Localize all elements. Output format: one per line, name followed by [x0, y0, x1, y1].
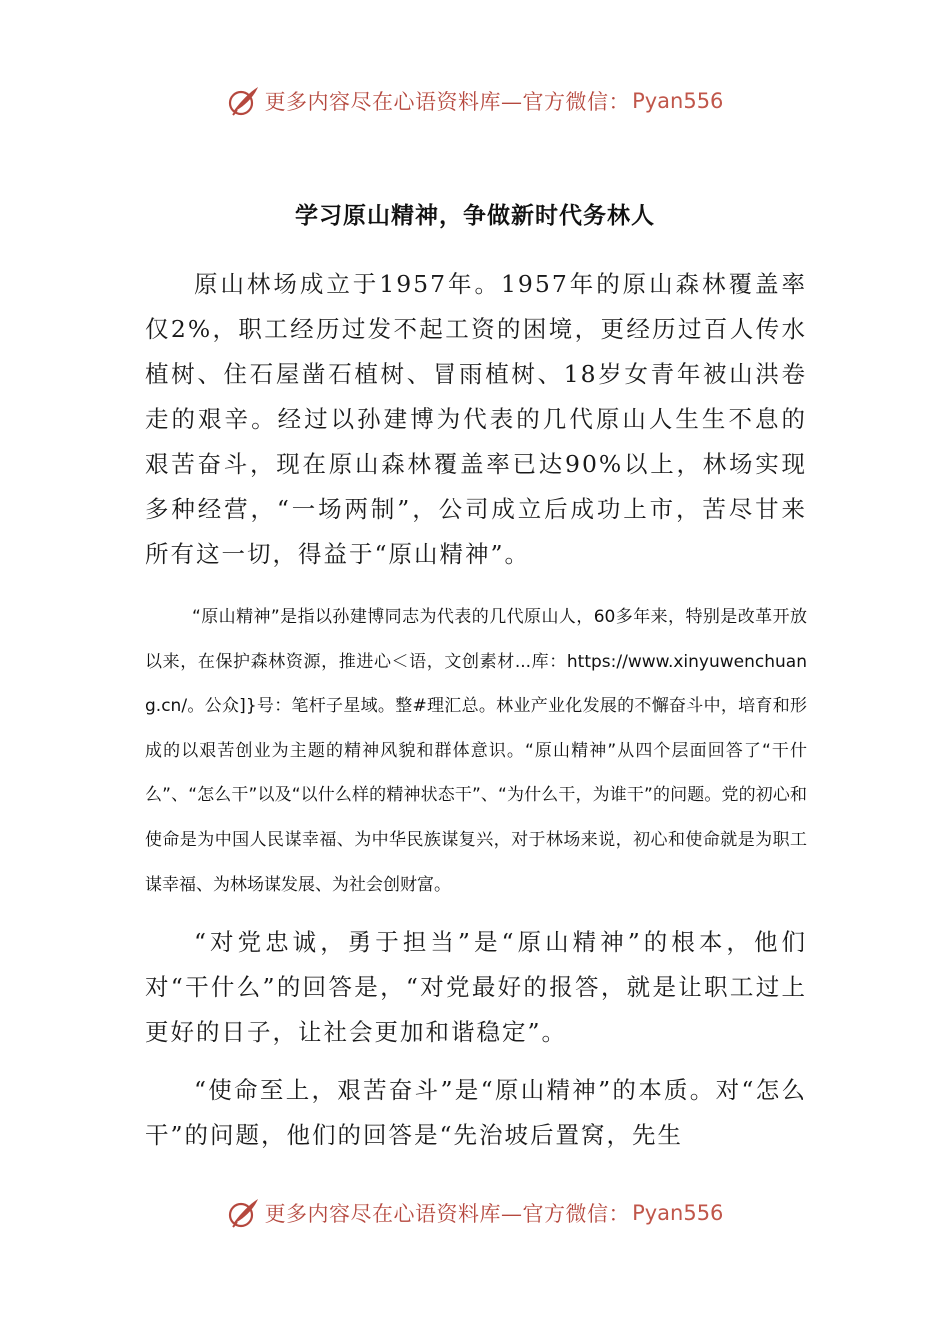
- body-paragraph-4: “使命至上，艰苦奋斗”是“原山精神”的本质。对“怎么干”的问题，他们的回答是“先治坡后置窝，先生: [145, 1076, 807, 1149]
- body-paragraph-1: 原山林场成立于1957年。1957年的原山森林覆盖率仅2%，职工经历过发不起工资的困境，更经历过百人传水植树、住石屋凿石植树、冒雨植树、18岁女青年被山洪卷走的艰辛。经过以孙建博为代表的几代原山人生生不息的艰苦奋斗，现在原山森林覆盖率已达90%以上，林场实现多种经营，“一场两制”，公司成立后成功上市，苦尽甘来所有这一切，得益于“原山精神”。: [145, 270, 807, 568]
- header-watermark: [0, 84, 950, 118]
- quill-pen-logo-icon: [227, 84, 261, 118]
- footer-watermark: [0, 1196, 950, 1230]
- document-title: 学习原山精神，争做新时代务林人: [295, 203, 655, 229]
- watermark-wechat-id: Pyan556: [632, 89, 724, 113]
- watermark-wechat-id: Pyan556: [632, 1201, 724, 1225]
- quill-pen-logo-icon: [227, 1196, 261, 1230]
- inserted-ad-paragraph: “原山精神”是指以孙建博同志为代表的几代原山人，60多年来，特别是改革开放以来，在保护森林资源，推进心＜语，文创素材...库：https://www.xinyuwenchuang.cn/。公众]}号：笔杆子星域。整#理汇总。林业产业化发展的不懈奋斗中，培育和形成的以艰苦创业为主题的精神风貌和群体意识。“原山精神”从四个层面回答了“干什么”、“怎么干”以及“以什么样的精神状态干”、“为什么干，为谁干”的问题。党的初心和使命是为中国人民谋幸福、为中华民族谋复兴，对于林场来说，初心和使命就是为职工谋幸福、为林场谋发展、为社会创财富。: [145, 607, 807, 895]
- watermark-text: 更多内容尽在心语资料库—官方微信：: [264, 90, 631, 114]
- watermark-text: 更多内容尽在心语资料库—官方微信：: [264, 1202, 631, 1226]
- body-paragraph-3: “对党忠诚，勇于担当”是“原山精神”的根本，他们对“干什么”的回答是，“对党最好的报答，就是让职工过上更好的日子，让社会更加和谐稳定”。: [145, 928, 807, 1046]
